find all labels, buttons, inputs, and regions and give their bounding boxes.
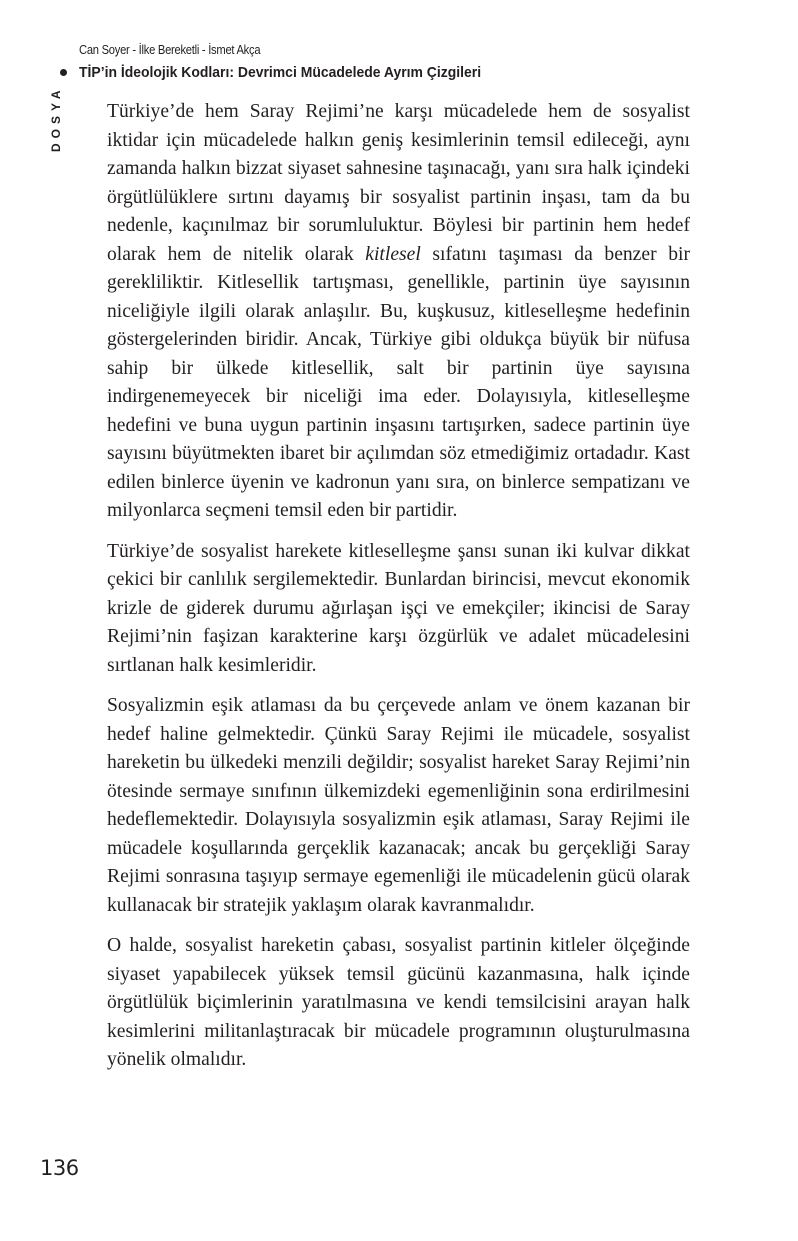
- paragraph-2: Türkiye’de sosyalist harekete kitleselleşme şansı sunan iki kulvar dikkat çekici bir canlılık sergilemektedir. Bunlardan birincisi, mevcut ekonomik krizle de giderek durumu ağırlaşan işçi ve emekçiler; ikincisi de Saray Rejimi’nin faşizan karakterine karşı özgürlük ve adalet mücadelesini sırtlanan halk kesimleridir.: [107, 540, 690, 676]
- running-header-title-row: [60, 64, 511, 81]
- running-header-title: TİP’in İdeolojik Kodları: Devrimci Mücadelede Ayrım Çizgileri: [79, 64, 482, 81]
- paragraph-4: O halde, sosyalist hareketin çabası, sosyalist partinin kitleler ölçeğinde siyaset yapabilecek yüksek temsil gücünü kazanmasına, halk içinde örgütlülük biçimlerinin yaratılmasına ve kendi temsilcisini arayan halk kesimlerini militanlaştıracak bir mücadele programının oluşturulmasına yönelik olmalıdır.: [107, 935, 690, 1070]
- page-number: 136: [40, 1156, 79, 1180]
- paragraph-1: [107, 98, 690, 526]
- running-header-authors: Can Soyer - İlke Bereketli - İsmet Akça: [79, 42, 261, 57]
- paragraph-1-text-b: sıfatını taşıması da benzer bir gerekliliktir. Kitlesellik tartışması, genellikle, partinin üye sayısının niceliğiyle ilgili olarak anlaşılır. Bu, kuşkusuz, kitleselleşme hedefinin göstergelerinden biridir. Ancak, Türkiye gibi oldukça büyük bir nüfusa sahip bir ülkede kitlesellik, salt bir partinin üye sayısına indirgenemeyecek bir niceliği ima eder. Dolayısıyla, kitleselleşme hedefini ve buna uygun partinin inşasını tartışırken, sadece partinin üye sayısını büyütmekten ibaret bir açılımdan söz etmediğimiz ortadadır. Kast edilen binlerce üyenin ve kadronun yanı sıra, on binlerce sempatizanı ve milyonlarca seçmeni temsil eden bir partidir.: [107, 243, 690, 521]
- italic-term: kitlesel: [365, 243, 421, 265]
- bullet-icon: [60, 69, 67, 76]
- article-body: [107, 98, 690, 1087]
- paragraph-3: Sosyalizmin eşik atlaması da bu çerçevede anlam ve önem kazanan bir hedef haline gelmektedir. Çünkü Saray Rejimi ile mücadele, sosyalist hareketin bu ülkedeki menzili değildir; sosyalist hareket Saray Rejimi’nin ötesinde sermaye sınıfının ülkemizdeki egemenliğinin sona erdirilmesini hedeflemektedir. Dolayısıyla sosyalizmin eşik atlaması, Saray Rejimi ile mücadele koşullarında gerçeklik kazanacak; ancak bu gerçekliği Saray Rejimi sonrasına taşıyıp sermaye egemenliği ile mücadelenin gücü olarak kullanacak bir stratejik yaklaşım olarak kavranmalıdır.: [107, 695, 690, 916]
- section-tag: DOSYA: [49, 85, 63, 152]
- paragraph-1-text-a: Türkiye’de hem Saray Rejimi’ne karşı mücadelede hem de sosyalist iktidar için mücadelede halkın geniş kesimlerinin temsil edileceği, aynı zamanda halkın bizzat siyaset sahnesine taşınacağı, yanı sıra halk içindeki örgütlülüklere sırtını dayamış bir sosyalist partinin inşası, tam da bu nedenle, kaçınılmaz bir sorumluluktur. Böylesi bir partinin hem hedef olarak hem de nitelik olarak: [107, 101, 690, 265]
